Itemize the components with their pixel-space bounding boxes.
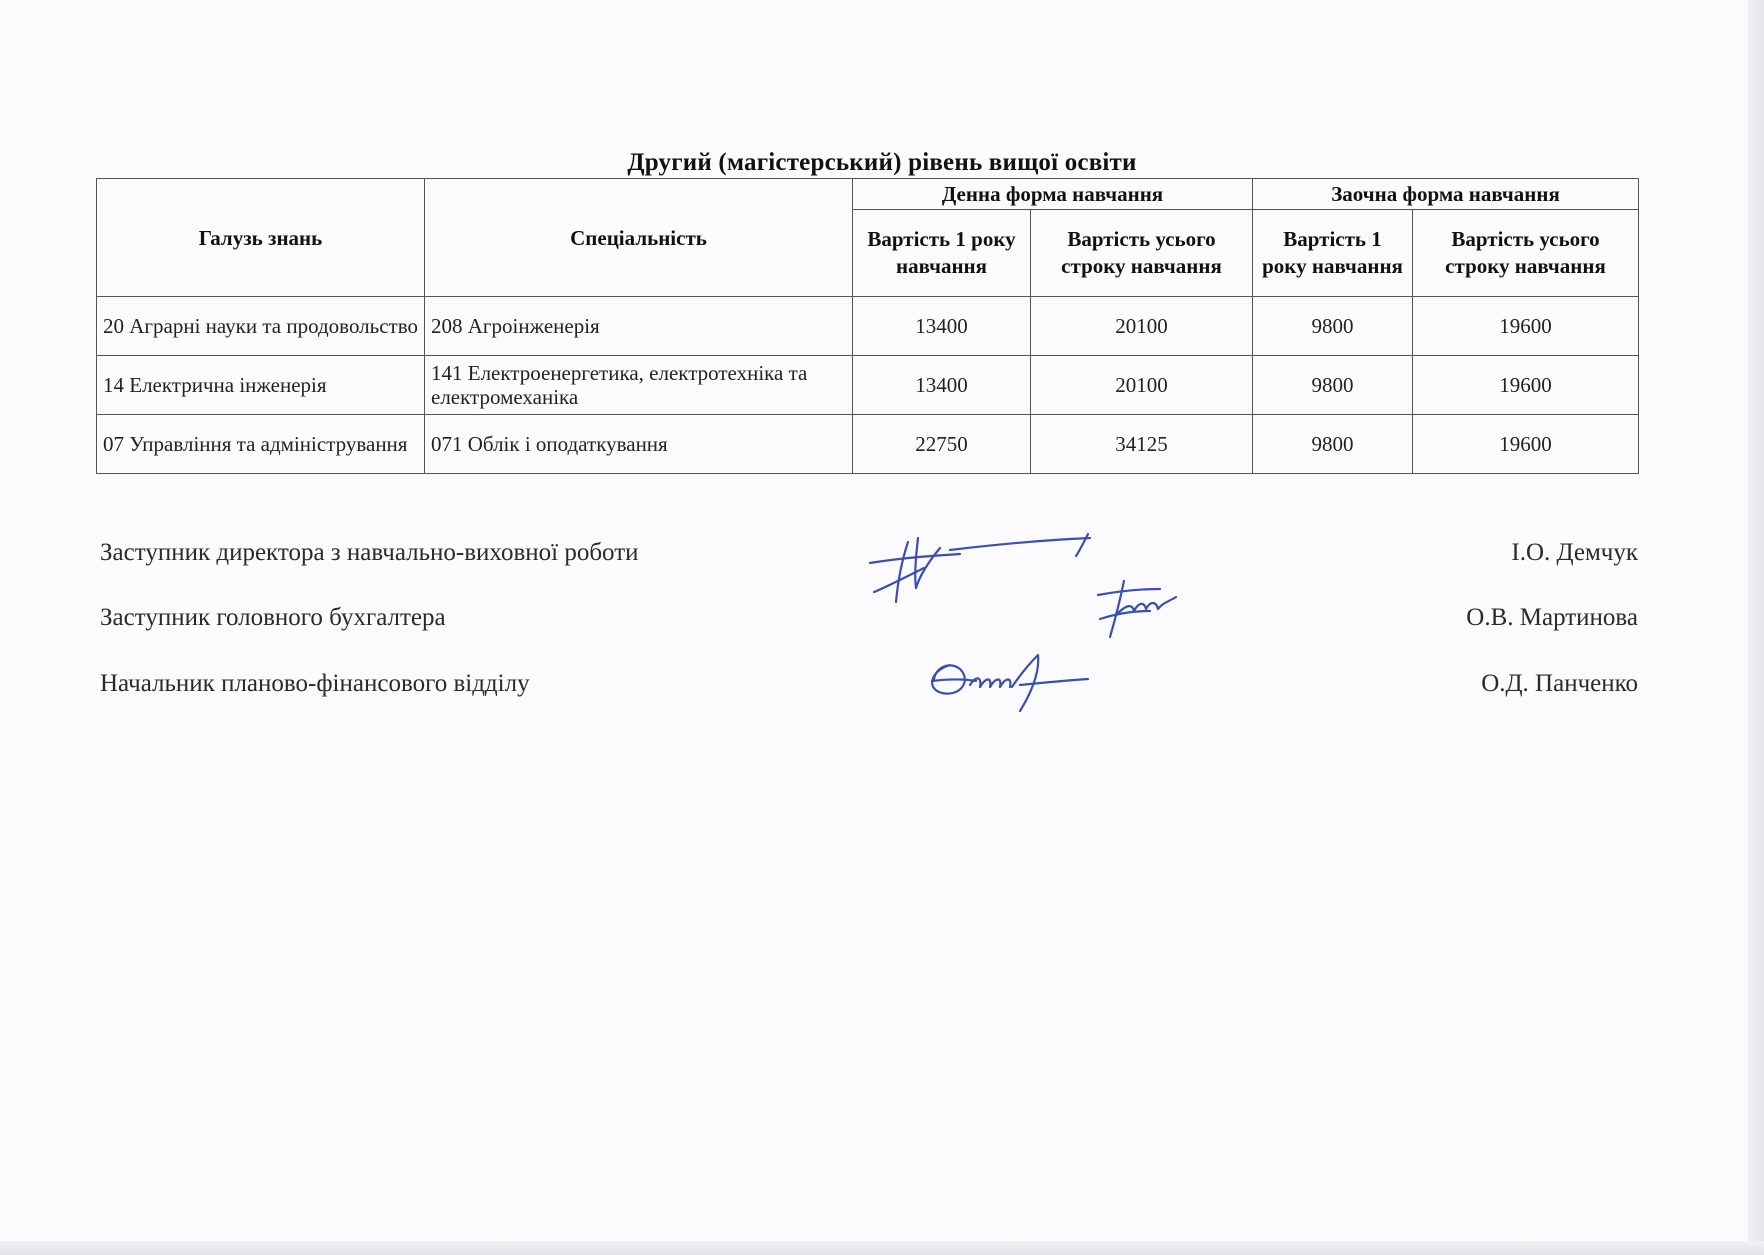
cell-day-total: 20100: [1031, 356, 1253, 415]
signatory-name: І.О. Демчук: [1511, 539, 1638, 566]
cell-field: 20 Аграрні науки та продовольство: [97, 297, 425, 356]
cell-ext-total: 19600: [1413, 415, 1639, 474]
header-field: Галузь знань: [97, 179, 425, 297]
cell-day-year: 22750: [853, 415, 1031, 474]
cell-specialty: 208 Агроінженерія: [425, 297, 853, 356]
signature-1: [860, 520, 1100, 620]
header-day-cost-full-term: Вартість усього строку навчання: [1031, 210, 1253, 297]
header-ext-cost-full-term: Вартість усього строку навчання: [1413, 210, 1639, 297]
header-extramural-form: Заочна форма навчання: [1253, 179, 1639, 210]
cell-ext-total: 19600: [1413, 297, 1639, 356]
page-edge-shadow-bottom: [0, 1241, 1764, 1255]
cell-specialty: 141 Електроенергетика, електротехніка та електромеханіка: [425, 356, 853, 415]
tuition-fees-table: [96, 178, 1639, 474]
table-row: [97, 356, 1639, 415]
signatory-name: О.В. Мартинова: [1466, 604, 1638, 631]
signatory-line: [100, 670, 1638, 710]
cell-ext-year: 9800: [1253, 415, 1413, 474]
signatory-role: Начальник планово-фінансового відділу: [100, 670, 530, 697]
cell-day-total: 20100: [1031, 297, 1253, 356]
cell-field: 14 Електрична інженерія: [97, 356, 425, 415]
header-day-form: Денна форма навчання: [853, 179, 1253, 210]
table-row: [97, 297, 1639, 356]
page-edge-shadow: [1748, 0, 1764, 1255]
cell-ext-year: 9800: [1253, 356, 1413, 415]
cell-ext-total: 19600: [1413, 356, 1639, 415]
signatory-role: Заступник головного бухгалтера: [100, 604, 446, 631]
cell-field: 07 Управління та адміністрування: [97, 415, 425, 474]
signatory-name: О.Д. Панченко: [1481, 670, 1638, 697]
header-specialty: Спеціальність: [425, 179, 853, 297]
document-title: Другий (магістерський) рівень вищої освіти: [627, 149, 1137, 176]
signature-3: [920, 645, 1100, 720]
signatory-role: Заступник директора з навчально-виховної роботи: [100, 539, 639, 566]
table-row: [97, 415, 1639, 474]
header-day-cost-one-year: Вартість 1 року навчання: [853, 210, 1031, 297]
header-ext-cost-one-year: Вартість 1 року навчання: [1253, 210, 1413, 297]
table-header-row: [97, 179, 1639, 210]
cell-day-year: 13400: [853, 297, 1031, 356]
cell-day-year: 13400: [853, 356, 1031, 415]
cell-day-total: 34125: [1031, 415, 1253, 474]
cell-ext-year: 9800: [1253, 297, 1413, 356]
signature-2: [1090, 575, 1200, 645]
cell-specialty: 071 Облік і оподаткування: [425, 415, 853, 474]
